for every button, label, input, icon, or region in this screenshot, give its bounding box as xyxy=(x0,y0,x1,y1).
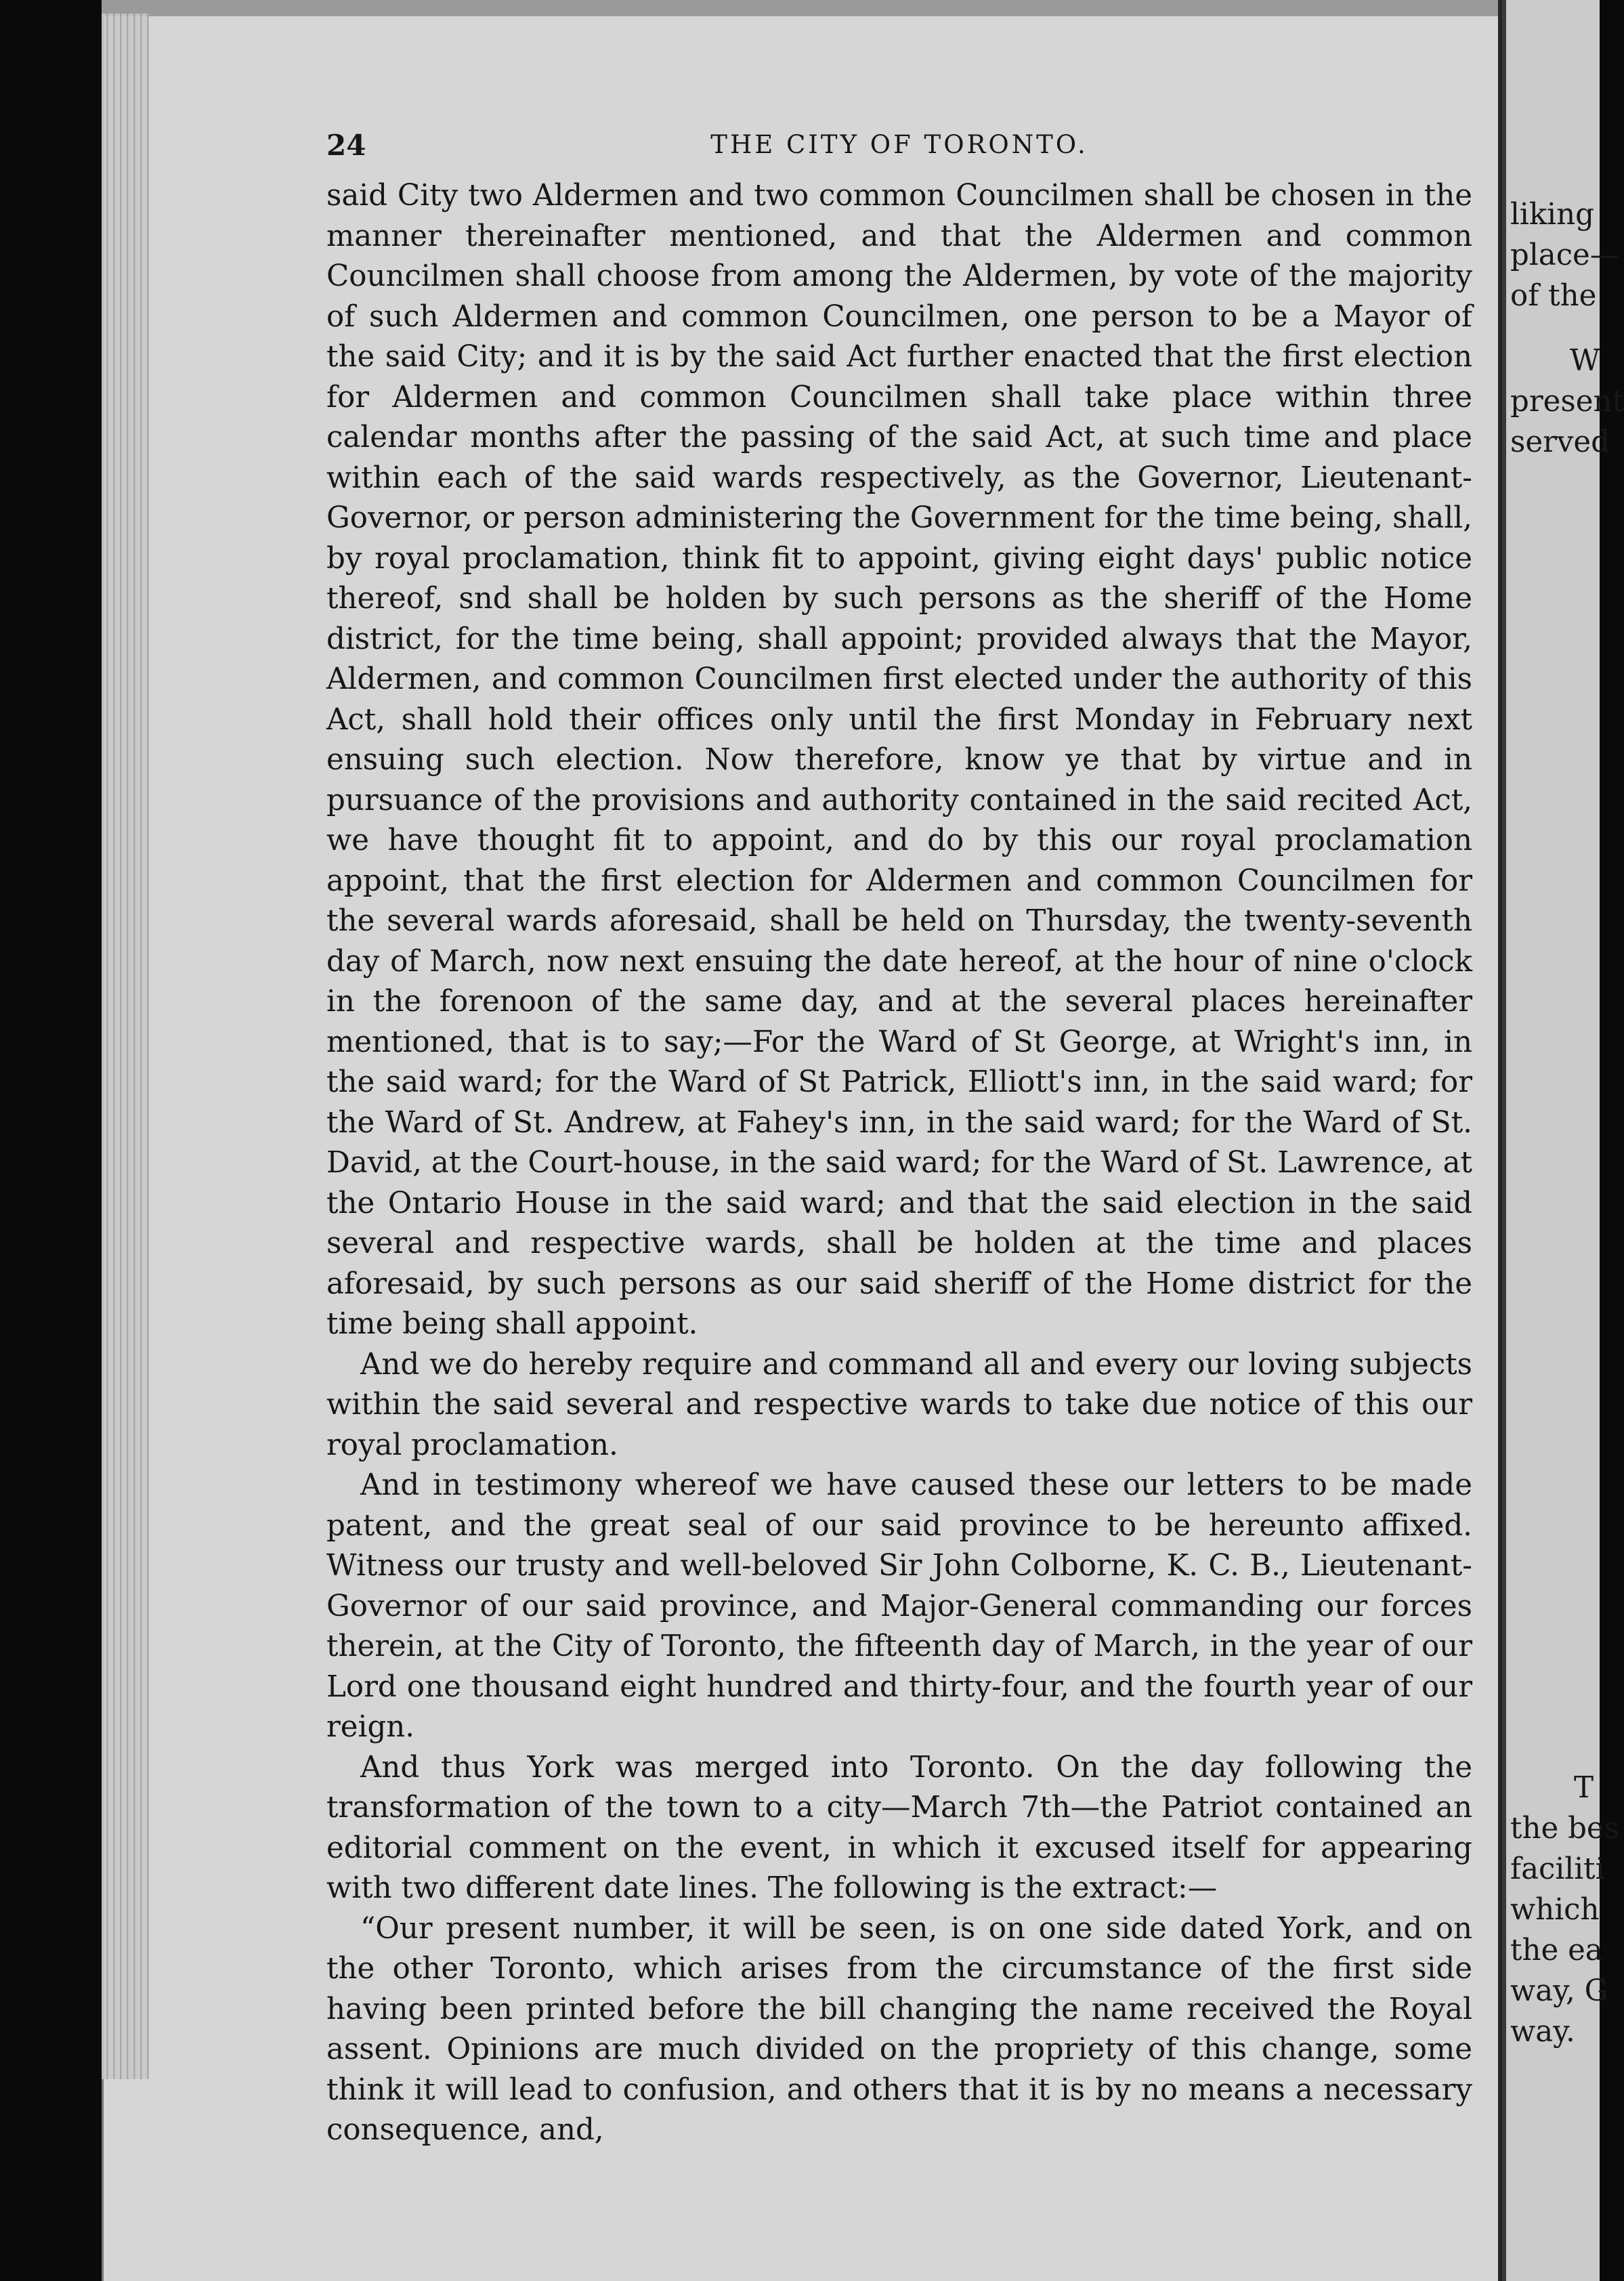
facing-page-fragment: present xyxy=(1510,385,1624,419)
facing-page-fragment: faciliti xyxy=(1510,1852,1605,1886)
facing-page-fragment: way. xyxy=(1510,2015,1575,2049)
page-edges xyxy=(102,14,149,2079)
facing-page-fragment: the bes xyxy=(1510,1812,1619,1846)
paragraph-patriot-extract: “Our present number, it will be seen, is on one side dated York, and on the other Toronto, which arises from the circumstance of the first side having been printed before the bill changing the name received the Royal assent. Opinions are much divided on the propriety of this change, some think it will lead to confusion, and others that it is by no means a necessary consequence, and, xyxy=(326,1911,1472,2147)
facing-page-fragment: W xyxy=(1570,344,1600,378)
facing-page-fragment: liking xyxy=(1510,198,1594,232)
page-number: 24 xyxy=(326,129,366,162)
paragraph-testimony: And in testimony whereof we have caused these our letters to be made patent, and the great seal of our said province to be hereunto affixed. Witness our trusty and well-beloved Sir John Colborne, K. C. B., Lieutenant-Governor of our said province, and Major-General commanding our forces therein, at the City of Toronto, the fifteenth day of March, in the year of our Lord one thousand eight hundred and thirty-four, and the fourth year of our reign. xyxy=(326,1468,1472,1744)
facing-page xyxy=(1502,0,1624,2281)
facing-page-fragment: the ea xyxy=(1510,1934,1603,1967)
paragraph-york-merged: And thus York was merged into Toronto. On the day following the transformation of the town to a city—March 7th—the Patriot contained an editorial comment on the event, in which it excused itself for appearing with two different date lines. The following is the extract:— xyxy=(326,1750,1472,1905)
running-title: THE CITY OF TORONTO. xyxy=(710,130,1088,159)
facing-page-fragment: which xyxy=(1510,1893,1600,1927)
running-head xyxy=(326,122,1472,176)
facing-page-fragment: way, G xyxy=(1510,1974,1608,2008)
facing-page-fragment: T xyxy=(1574,1771,1594,1805)
facing-page-fragment: served xyxy=(1510,425,1610,459)
page-top-edge xyxy=(102,0,1502,16)
paragraph-command: And we do hereby require and command all and every our loving subjects within the said several and respective wards to take due notice of this our royal proclamation. xyxy=(326,1347,1472,1462)
page-text xyxy=(326,122,1472,2151)
facing-page-fragment: place— xyxy=(1510,238,1620,272)
paragraph-proclamation-body: said City two Aldermen and two common Councilmen shall be chosen in the manner thereinafter mentioned, and that the Aldermen and common Councilmen shall choose from among the Aldermen, by vote of the majority of such Aldermen and common Councilmen, one person to be a Mayor of the said City; and it is by the said Act further enacted that the first election for Aldermen and common Councilmen shall take place within three calendar months after the passing of the said Act, at such time and place within each of the said wards respectively, as the Governor, Lieutenant-Governor, or person administering the Government for the time being, shall, by royal proclamation, think fit to appoint, giving eight days' public notice thereof, snd shall be holden by such persons as the sheriff of the Home district, for the time being, shall appoint; provided always that the Mayor, Aldermen, and common Councilmen first elected under the authority of this Act, shall hold their offices only until the first Monday in February next ensuing such election. Now therefore, know ye that by virtue and in pursuance of the provisions and authority contained in the said recited Act, we have thought fit to appoint, and do by this our royal proclamation appoint, that the first election for Aldermen and common Councilmen for the several wards aforesaid, shall be held on Thursday, the twenty-seventh day of March, now next ensuing the date hereof, at the hour of nine o'clock in the forenoon of the same day, and at the several places hereinafter mentioned, that is to say;—For the Ward of St George, at Wright's inn, in the said ward; for the Ward of St Patrick, Elliott's inn, in the said ward; for the Ward of St. Andrew, at Fahey's inn, in the said ward; for the Ward of St. David, at the Court-house, in the said ward; for the Ward of St. Lawrence, at the Ontario House in the said ward; and that the said election in the said several and respective wards, shall be holden at the time and places aforesaid, by such persons as our said sheriff of the Home district for the time being shall appoint. xyxy=(326,179,1472,1341)
facing-page-fragment: of the xyxy=(1510,279,1597,313)
